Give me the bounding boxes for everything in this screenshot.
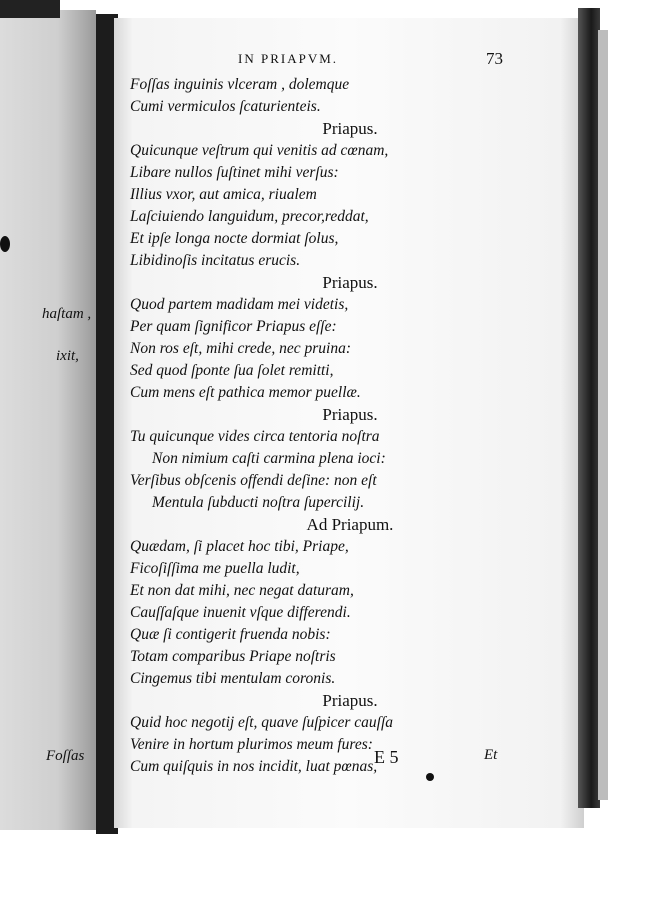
- verse-line: Cauſſaſque inuenit vſque differendi.: [130, 604, 351, 621]
- verse-line: Cum mens eſt pathica memor puellæ.: [130, 384, 361, 401]
- verse-line: Sed quod ſponte ſua ſolet remitti,: [130, 362, 334, 379]
- page-edge: [598, 30, 608, 800]
- poem-heading: Priapus.: [322, 405, 378, 424]
- verse-line: Non nimium caſti carmina plena ioci:: [152, 450, 386, 467]
- poem-heading: Priapus.: [322, 119, 378, 138]
- left-page: [0, 10, 96, 830]
- verse-line: Ficoſiſſima me puella ludit,: [130, 560, 300, 577]
- verse-line: Laſciuiendo languidum, precor,reddat,: [130, 208, 369, 225]
- verse-line: Quædam, ſi placet hoc tibi, Priape,: [130, 538, 349, 555]
- page-header: [0, 51, 662, 71]
- verse-line: Per quam ſignificor Priapus eſſe:: [130, 318, 337, 335]
- left-page-shadow: [0, 0, 60, 18]
- running-head: IN PRIAPVM.: [238, 51, 339, 66]
- verse-line: Cingemus tibi mentulam coronis.: [130, 670, 336, 687]
- verse-line: Foſſas inguinis vlceram , dolemque: [130, 76, 350, 93]
- left-page-catchword: Foſſas: [46, 748, 85, 764]
- page-edge-shadow: [578, 8, 600, 808]
- poem-heading: Priapus.: [322, 691, 378, 710]
- verse-line: Libare nullos ſuſtinet mihi verſus:: [130, 164, 339, 181]
- verse-line: Quæ ſi contigerit fruenda nobis:: [130, 626, 331, 643]
- left-page-fragment: haſtam ,: [42, 306, 92, 322]
- verse-line: Tu quicunque vides circa tentoria noſtra: [130, 428, 380, 445]
- ink-blot: [0, 236, 10, 252]
- page-footer: [0, 747, 662, 769]
- verse-line: Illius vxor, aut amica, riualem: [130, 186, 317, 203]
- verse-line: Totam comparibus Priape noſtris: [130, 648, 336, 665]
- verse-line: Non ros eſt, mihi crede, nec pruina:: [130, 340, 351, 357]
- verse-line: Libidinoſis incitatus erucis.: [130, 252, 301, 269]
- verse-line: Et non dat mihi, nec negat daturam,: [130, 582, 354, 599]
- verse-line: Venire in hortum plurimos meum fures:: [130, 736, 373, 753]
- verse-line: Quicunque veſtrum qui venitis ad cœnam,: [130, 142, 389, 159]
- verse-line: Quod partem madidam mei videtis,: [130, 296, 349, 313]
- verse-line: Verſibus obſcenis offendi deſine: non eſt: [130, 472, 377, 489]
- left-page-fragment: ixit,: [56, 348, 79, 364]
- text-block: [130, 74, 570, 778]
- poem-heading: Ad Priapum.: [306, 515, 394, 534]
- verse-line: Mentula ſubducti noſtra ſupercilij.: [152, 494, 365, 511]
- verse-line: Quid hoc negotij eſt, quave ſuſpicer cauſſa: [130, 714, 394, 731]
- signature-mark: E 5: [374, 747, 399, 767]
- catchword: Et: [484, 747, 498, 763]
- verse-line: Et ipſe longa nocte dormiat ſolus,: [130, 230, 339, 247]
- verse-line: Cumi vermiculos ſcaturienteis.: [130, 98, 321, 115]
- verse-line: Cum quiſquis in nos incidit, luat pœnas,: [130, 758, 378, 775]
- poem-heading: Priapus.: [322, 273, 378, 292]
- page-number: 73: [486, 49, 503, 68]
